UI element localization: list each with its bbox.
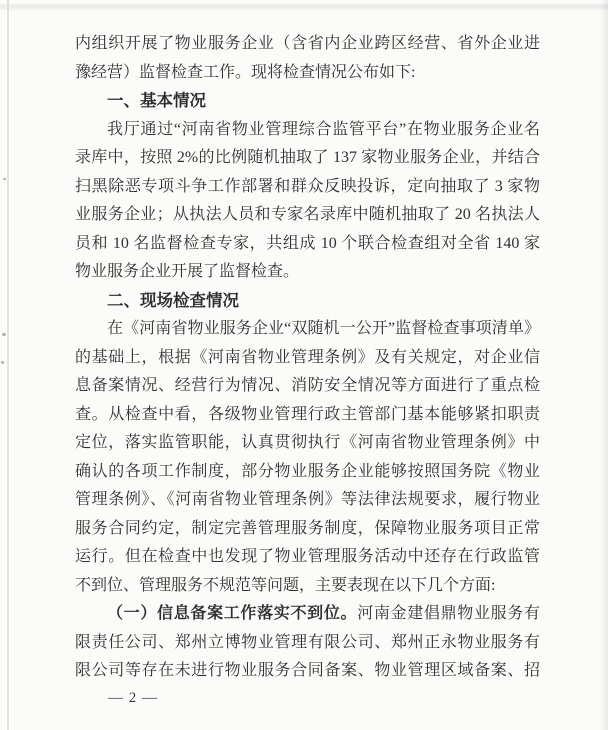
text-line: 服务合同约定，制定完善管理服务制度，保障物业服务项目正常 (75, 519, 540, 537)
text-line: 的基础上，根据《河南省物业管理条例》及有关规定，对企业信 (75, 348, 540, 366)
text-line: 员和 10 名监督检查专家，共组成 10 个联合检查组对全省 140 家 (75, 234, 540, 252)
text-line: 限责任公司、郑州立博物业管理有限公司、郑州正永物业服务有 (75, 633, 540, 651)
document-body (75, 30, 540, 686)
text-line: 在《河南省物业服务企业“双随机一公开”监督检查事项清单》 (107, 320, 540, 337)
text-line: 内组织开展了物业服务企业（含省内企业跨区经营、省外企业进 (75, 35, 540, 52)
text-line: 运行。但在检查中也发现了物业管理服务活动中还存在行政监管 (75, 548, 540, 565)
text-line: 物业服务企业开展了监督检查。 (75, 263, 300, 280)
text-line: 确认的各项工作制度，部分物业服务企业能够按照国务院《物业 (75, 462, 540, 480)
text-line: 录库中，按照 2%的比例随机抽取了 137 家物业服务企业，并结合 (75, 149, 540, 166)
text-line: 业服务企业；从执法人员和专家名录库中随机抽取了 20 名执法人 (75, 206, 540, 223)
scan-speck (3, 178, 6, 180)
section-heading: 二、现场检查情况 (107, 291, 239, 310)
subsection-lead: （一）信息备案工作落实不到位。 (107, 605, 358, 622)
page-number: — 2 — (108, 690, 158, 706)
text-line: 定位，落实监管职能，认真贯彻执行《河南省物业管理条例》中 (75, 434, 540, 451)
text-line-continuation: 河南金建倡鼎物业服务有 (357, 605, 540, 622)
text-line: 查。从检查中看，各级物业管理行政主管部门基本能够紧扣职责 (75, 405, 540, 423)
scan-line-left-artifact (7, 0, 9, 730)
scan-speck (2, 333, 6, 336)
text-line: 豫经营）监督检查工作。现将检查情况公布如下: (75, 63, 416, 81)
section-heading: 一、基本情况 (107, 92, 206, 110)
text-line: 息备案情况、经营行为情况、消防安全情况等方面进行了重点检 (75, 377, 540, 394)
scan-shadow-right (600, 0, 608, 730)
scan-speck (1, 361, 4, 364)
text-line: 我厅通过“河南省物业管理综合监管平台”在物业服务企业名 (107, 120, 540, 138)
text-line: 限公司等存在未进行物业服务合同备案、物业管理区域备案、招 (75, 662, 540, 679)
scan-shadow-top (0, 2, 608, 11)
text-line (75, 600, 540, 629)
text-line: 管理条例》、《河南省物业管理条例》等法律法规要求，履行物业 (75, 491, 540, 508)
text-line: 不到位、管理服务不规范等问题，主要表现在以下几个方面: (75, 576, 496, 594)
text-line: 扫黑除恶专项斗争工作部署和群众反映投诉，定向抽取了 3 家物 (75, 177, 540, 195)
